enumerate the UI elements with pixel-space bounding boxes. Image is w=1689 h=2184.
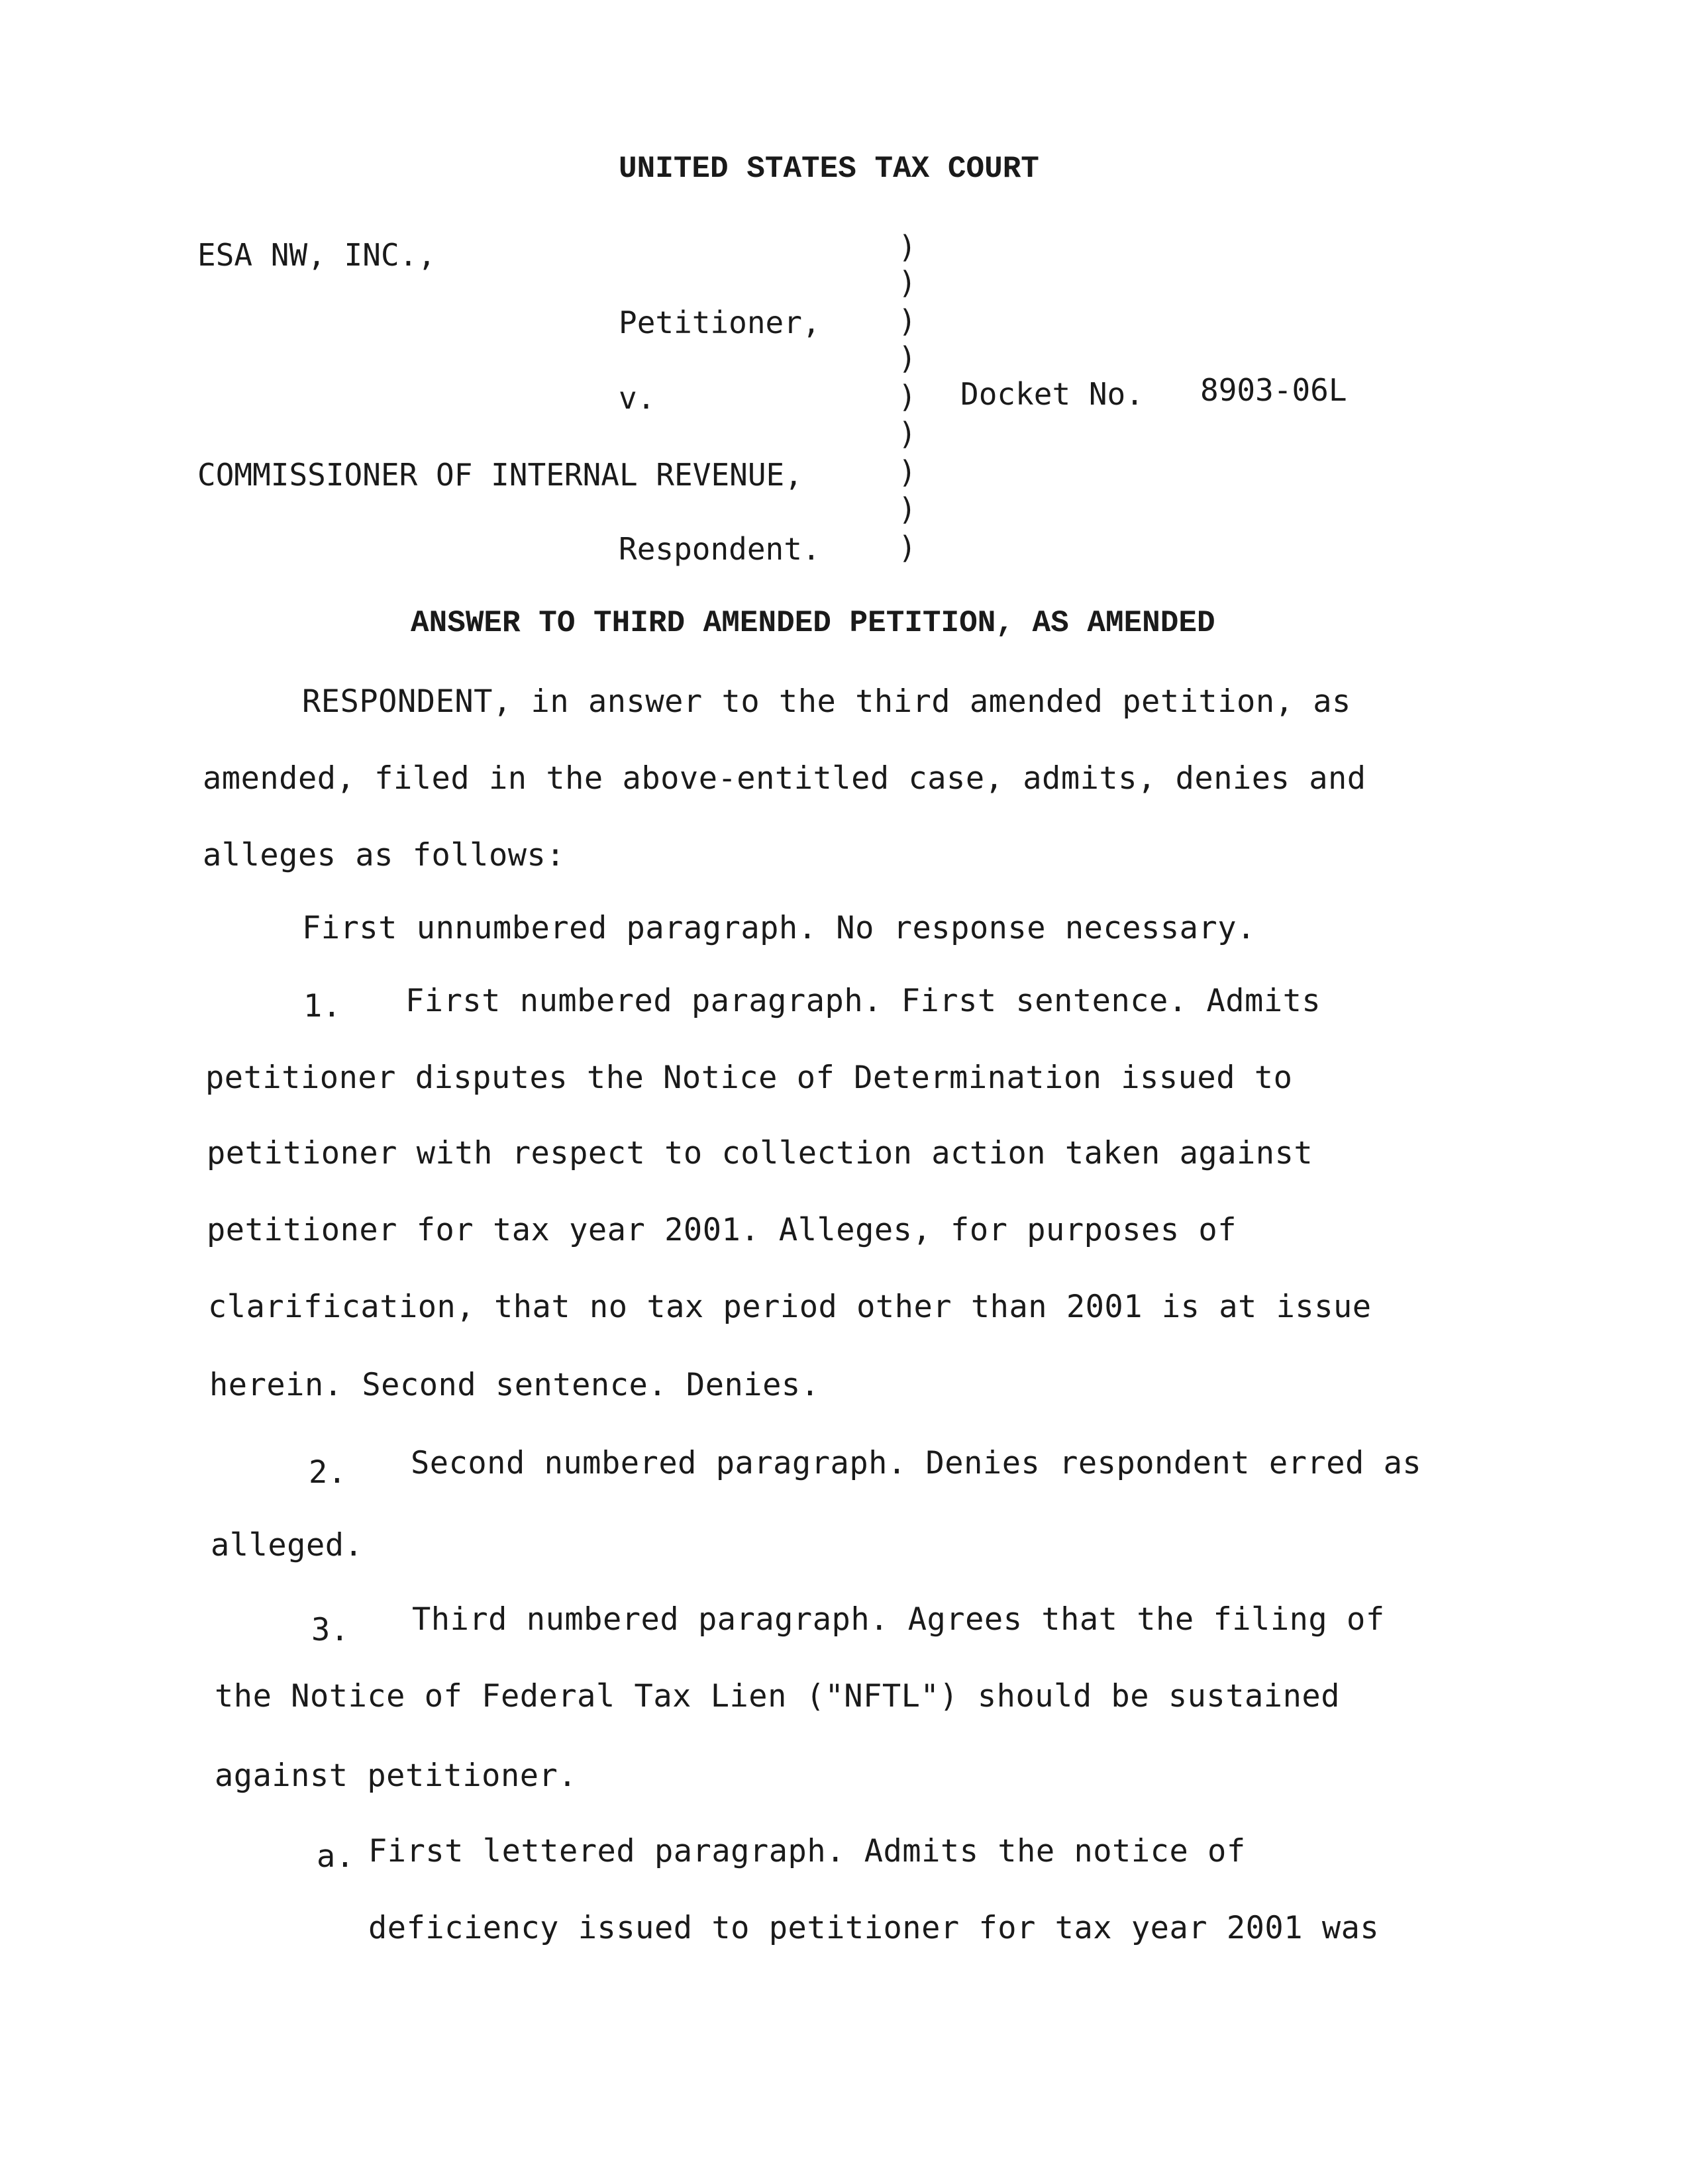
docket-number: 8903-06L [1200,372,1347,408]
caption-paren: ) [898,454,917,490]
caption-paren: ) [898,530,917,566]
document-title: ANSWER TO THIRD AMENDED PETITION, AS AMENDED [411,606,1215,640]
docket-label: Docket No. [960,376,1144,412]
court-title: UNITED STATES TAX COURT [619,152,1039,186]
body-line: petitioner for tax year 2001. Alleges, for purposes of [207,1212,1237,1248]
paragraph-number: 3. [311,1612,350,1648]
caption-paren: ) [898,265,917,301]
caption-paren: ) [898,340,917,376]
body-line: alleges as follows: [203,837,566,873]
body-line: First lettered paragraph. Admits the notice of [368,1833,1246,1869]
body-line: petitioner with respect to collection action taken against [207,1135,1313,1171]
paragraph-number: 1. [303,988,342,1024]
body-line: deficiency issued to petitioner for tax year 2001 was [368,1910,1380,1946]
caption-paren: ) [898,229,917,265]
paragraph-number: 2. [309,1454,347,1491]
body-line: amended, filed in the above-entitled case, admits, denies and [203,760,1366,797]
caption-paren: ) [898,491,917,527]
body-line: the Notice of Federal Tax Lien ("NFTL") should be sustained [215,1678,1340,1714]
versus-label: v. [619,380,656,416]
body-line: clarification, that no tax period other than 2001 is at issue [208,1289,1372,1325]
body-line: herein. Second sentence. Denies. [209,1367,820,1403]
caption-paren: ) [898,416,917,452]
petitioner-role: Petitioner, [619,305,821,340]
caption-paren: ) [898,303,917,339]
body-line: alleged. [211,1527,364,1564]
body-line: against petitioner. [215,1758,578,1794]
body-line: First numbered paragraph. First sentence. Admits [405,983,1321,1019]
petitioner-name: ESA NW, INC., [197,237,436,273]
caption-paren: ) [898,379,917,415]
body-line: Second numbered paragraph. Denies respondent erred as [411,1445,1422,1481]
paragraph-letter: a. [317,1838,355,1875]
body-line: Third numbered paragraph. Agrees that the filing of [412,1601,1385,1638]
body-line: petitioner disputes the Notice of Determination issued to [205,1060,1293,1096]
respondent-role: Respondent. [619,531,821,567]
body-line: RESPONDENT, in answer to the third amended petition, as [302,683,1351,720]
unnumbered-paragraph: First unnumbered paragraph. No response necessary. [302,910,1256,946]
respondent-name: COMMISSIONER OF INTERNAL REVENUE, [197,457,803,493]
